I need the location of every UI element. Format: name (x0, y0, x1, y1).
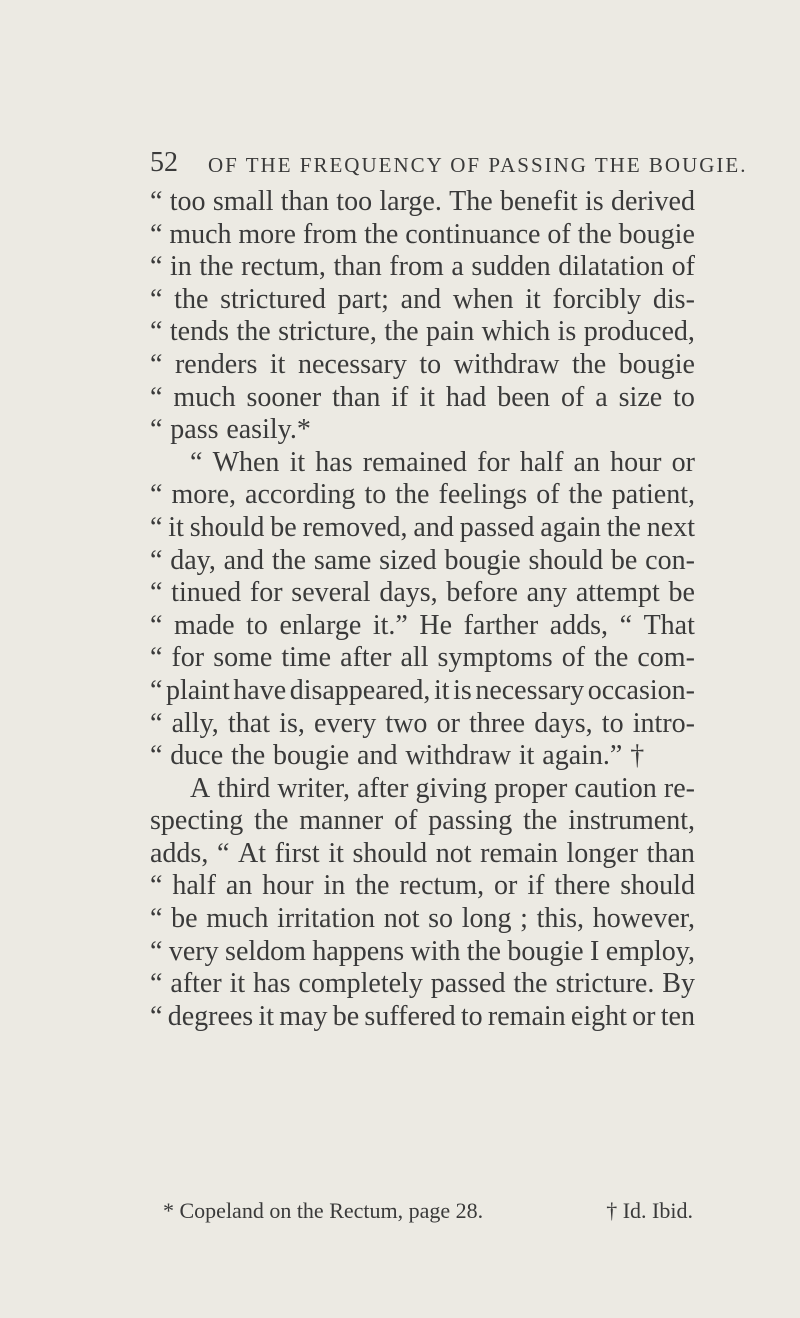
word: writer, (277, 772, 351, 804)
word: pain (426, 316, 475, 348)
word: it (419, 381, 435, 413)
word: the (384, 316, 419, 348)
word: much (206, 903, 269, 935)
word: and (400, 283, 442, 315)
text-line (150, 838, 695, 871)
text-line (150, 545, 695, 578)
word: forcibly (552, 283, 642, 315)
word: adds, (150, 837, 209, 869)
word: and (223, 544, 265, 576)
word: con- (645, 544, 695, 576)
word: instrument, (568, 805, 695, 837)
word: benefit (499, 186, 578, 217)
word: longer (566, 837, 639, 869)
word: remain (480, 837, 558, 869)
word: for (249, 577, 283, 609)
word: the (199, 251, 234, 283)
word: employ, (605, 935, 695, 967)
word: farther (463, 609, 539, 641)
word: “ (150, 577, 163, 609)
text-line (150, 642, 695, 675)
word: or (632, 1000, 656, 1032)
word: the (523, 805, 558, 837)
word: is, (279, 707, 305, 739)
word: for (171, 642, 205, 674)
word: is (557, 316, 577, 348)
word: sudden (471, 251, 551, 283)
word: withdraw (405, 740, 512, 772)
word: again.” (542, 740, 623, 772)
word: days, (379, 577, 438, 609)
word: have (233, 674, 287, 706)
word: or (671, 446, 695, 478)
body-text (150, 186, 695, 1033)
word: it (433, 674, 450, 706)
word: the (355, 870, 390, 902)
word: too (169, 186, 206, 217)
word: disappeared, (289, 674, 431, 706)
word: “ (150, 674, 163, 706)
word: from (302, 218, 358, 250)
word: “ (150, 968, 163, 1000)
word: re- (663, 772, 695, 804)
word: irritation (277, 903, 376, 935)
word: “ (150, 348, 163, 380)
word: the (236, 316, 271, 348)
word: “ (150, 511, 163, 543)
word: in (323, 870, 346, 902)
word: be (668, 577, 695, 609)
word: an (573, 446, 600, 478)
word: renders (174, 348, 258, 380)
word: remain (487, 1000, 566, 1032)
word: produced, (583, 316, 695, 348)
word: large. (379, 186, 442, 217)
word: “ (150, 283, 163, 315)
word: be (270, 511, 297, 543)
word: caution (574, 772, 657, 804)
word: been (497, 381, 551, 413)
page-number: 52 (150, 147, 178, 178)
word: several (291, 577, 371, 609)
word: “ (150, 381, 163, 413)
word: of (671, 251, 695, 283)
word: of (561, 642, 586, 674)
text-line (150, 773, 695, 806)
word: be (610, 544, 638, 576)
text-line (150, 316, 695, 349)
word: bougie (444, 544, 521, 576)
word: than (332, 381, 381, 413)
word: if (391, 381, 409, 413)
word: duce (170, 740, 224, 772)
word: “ (150, 251, 163, 283)
text-line (150, 708, 695, 741)
word: this, (536, 903, 585, 935)
word: symptoms (437, 642, 553, 674)
text-line (150, 968, 695, 1001)
word: adds, (549, 609, 609, 641)
text-line (150, 414, 695, 447)
word: may (279, 1000, 328, 1032)
word: hour (610, 446, 662, 478)
text-line (150, 219, 695, 252)
word: “ (150, 870, 163, 902)
text-line (150, 936, 695, 969)
word: days, (534, 707, 593, 739)
word: it (269, 348, 286, 380)
word: a (595, 381, 608, 413)
word: day, (170, 544, 216, 576)
word: be (171, 903, 198, 935)
word: tinued (171, 577, 242, 609)
word: remained (362, 446, 467, 478)
word: should (528, 544, 604, 576)
word: there (554, 870, 611, 902)
word: to (460, 1000, 483, 1032)
word: is (585, 186, 604, 217)
text-line (150, 447, 695, 480)
word: bougie (618, 348, 695, 380)
word: hour (262, 870, 314, 902)
word: and (413, 511, 454, 543)
word: “ (150, 935, 163, 967)
word: not (435, 837, 472, 869)
word: or (494, 870, 518, 902)
word: passed (459, 511, 535, 543)
word: part; (337, 283, 389, 315)
word: “ (150, 642, 163, 674)
word: passing (428, 805, 513, 837)
word: should (620, 870, 695, 902)
text-line (150, 805, 695, 838)
word: the (594, 642, 629, 674)
word: “ (150, 1000, 163, 1032)
word: dilatation (558, 251, 664, 283)
word: seldom (225, 935, 306, 967)
word: than (333, 251, 382, 283)
word: it.” (372, 609, 408, 641)
word: with (410, 935, 461, 967)
word: “ (150, 903, 163, 935)
word: which (481, 316, 551, 348)
word: an (225, 870, 253, 902)
word: of (547, 218, 571, 250)
word: all (400, 642, 429, 674)
word: from (389, 251, 444, 283)
word: too (336, 186, 373, 217)
text-line (150, 479, 695, 512)
word: strictured (220, 283, 326, 315)
word: A (190, 772, 211, 804)
running-head (150, 147, 748, 178)
word: first (274, 837, 320, 869)
word: necessary (298, 348, 407, 380)
word: “ (150, 544, 163, 576)
word: specting (150, 805, 244, 837)
word: “ (150, 609, 163, 641)
word: to (364, 479, 387, 511)
text-line (150, 186, 695, 219)
word: the (606, 511, 641, 543)
word: dis- (652, 283, 695, 315)
word: every (314, 707, 377, 739)
word: the (568, 479, 603, 511)
word: completely (298, 968, 423, 1000)
word: is (453, 674, 472, 706)
word: it (229, 968, 246, 1000)
word: same (313, 544, 372, 576)
text-line (150, 577, 695, 610)
word: any (526, 577, 568, 609)
word: it (289, 446, 306, 478)
text-line (150, 1001, 695, 1034)
word: patient, (611, 479, 695, 511)
word: the (271, 544, 307, 576)
word: again (540, 511, 601, 543)
word: I (590, 935, 600, 967)
word: the (513, 968, 548, 1000)
word: tends (169, 316, 229, 348)
word: or (436, 707, 460, 739)
word: should (352, 837, 428, 869)
word: “ (216, 837, 230, 869)
word: the (174, 283, 209, 315)
word: occasion- (587, 674, 695, 706)
word: so (428, 903, 454, 935)
word: should (189, 511, 265, 543)
word: much (173, 381, 236, 413)
text-line (150, 903, 695, 936)
word: and (357, 740, 398, 772)
word: more (238, 218, 296, 250)
text-line (150, 610, 695, 643)
word: time (281, 642, 332, 674)
word: much (169, 218, 232, 250)
word: “ (150, 218, 163, 250)
word: rectum, (241, 251, 326, 283)
word: “ (150, 707, 163, 739)
word: it (525, 283, 541, 315)
word: pass (170, 414, 219, 446)
word: continuance (405, 218, 541, 250)
word: not (383, 903, 420, 935)
word: two (385, 707, 428, 739)
word: according (245, 479, 356, 511)
word: after (357, 772, 409, 804)
word: the (466, 935, 501, 967)
word: “ (619, 609, 633, 641)
text-line (150, 740, 695, 773)
word: however, (592, 903, 695, 935)
word: giving (415, 772, 488, 804)
word: removed, (302, 511, 408, 543)
word: after (170, 968, 222, 1000)
word: ; (520, 903, 528, 935)
word: a (451, 251, 464, 283)
word: of (536, 479, 560, 511)
word: the (571, 348, 607, 380)
word: next (646, 511, 695, 543)
word: He (419, 609, 453, 641)
text-line (150, 284, 695, 317)
word: it (258, 1000, 275, 1032)
word: That (643, 609, 695, 641)
word: made (173, 609, 235, 641)
word: to (601, 707, 624, 739)
word: ally, (171, 707, 219, 739)
word: it (518, 740, 535, 772)
word: the (395, 479, 430, 511)
word: stricture. (555, 968, 655, 1000)
word: manner (299, 805, 384, 837)
word: after (340, 642, 392, 674)
word: degrees (167, 1000, 254, 1032)
word: “ (150, 316, 163, 348)
word: ten (660, 1000, 695, 1032)
word: if (527, 870, 545, 902)
word: in (170, 251, 192, 283)
word: three (469, 707, 526, 739)
word: to (419, 348, 442, 380)
word: At (237, 837, 266, 869)
word: be (332, 1000, 360, 1032)
word: bougie (507, 935, 584, 967)
word: than (646, 837, 695, 869)
word: more, (171, 479, 236, 511)
word: bougie (273, 740, 350, 772)
word: half (172, 870, 216, 902)
word: The (449, 186, 493, 217)
text-line (150, 512, 695, 545)
word: has (253, 968, 291, 1000)
word: long (461, 903, 512, 935)
text-line (150, 870, 695, 903)
word: stricture, (278, 316, 377, 348)
word: that (227, 707, 270, 739)
word: rectum, (399, 870, 485, 902)
word: com- (637, 642, 695, 674)
word: when (452, 283, 514, 315)
word: passed (430, 968, 506, 1000)
word: small (212, 186, 274, 217)
word: proper (494, 772, 568, 804)
word: bougie (618, 218, 695, 250)
word: very (168, 935, 219, 967)
word: attempt (575, 577, 660, 609)
word: “ (150, 479, 163, 511)
word: the (364, 218, 399, 250)
word: withdraw (453, 348, 560, 380)
word: the (254, 805, 289, 837)
word: has (315, 446, 353, 478)
word: necessary (475, 674, 585, 706)
word: happens (312, 935, 405, 967)
word: to (246, 609, 268, 641)
word: third (217, 772, 271, 804)
word: the (230, 740, 266, 772)
word: enlarge (279, 609, 362, 641)
word: derived (610, 186, 695, 217)
word: had (445, 381, 487, 413)
text-line (150, 382, 695, 415)
text-line (150, 349, 695, 382)
word: “ (150, 740, 163, 772)
word: easily.* (226, 414, 311, 446)
word: † (630, 740, 645, 772)
footnotes (163, 1196, 693, 1226)
word: intro- (632, 707, 695, 739)
word: plaint (165, 674, 230, 706)
word: sized (379, 544, 437, 576)
word: half (519, 446, 564, 478)
running-title: OF THE FREQUENCY OF PASSING THE BOUGIE. (208, 153, 748, 177)
word: When (212, 446, 280, 478)
word: of (561, 381, 585, 413)
word: “ (150, 414, 163, 446)
word: for (477, 446, 510, 478)
word: eight (570, 1000, 627, 1032)
word: to (673, 381, 695, 413)
word: “ (150, 186, 163, 217)
text-line (150, 251, 695, 284)
footnote-ibid: † Id. Ibid. (606, 1198, 693, 1223)
word: than (280, 186, 329, 217)
word: some (213, 642, 273, 674)
word: size (618, 381, 663, 413)
word: before (446, 577, 518, 609)
text-line (150, 675, 695, 708)
word: of (394, 805, 418, 837)
word: it (328, 837, 344, 869)
word: it (168, 511, 184, 543)
word: the (577, 218, 612, 250)
footnote-copeland: * Copeland on the Rectum, page 28. (163, 1198, 484, 1223)
word: By (662, 968, 695, 1000)
word: feelings (438, 479, 528, 511)
word: suffered (364, 1000, 456, 1032)
word: sooner (246, 381, 322, 413)
word: “ (190, 446, 203, 478)
